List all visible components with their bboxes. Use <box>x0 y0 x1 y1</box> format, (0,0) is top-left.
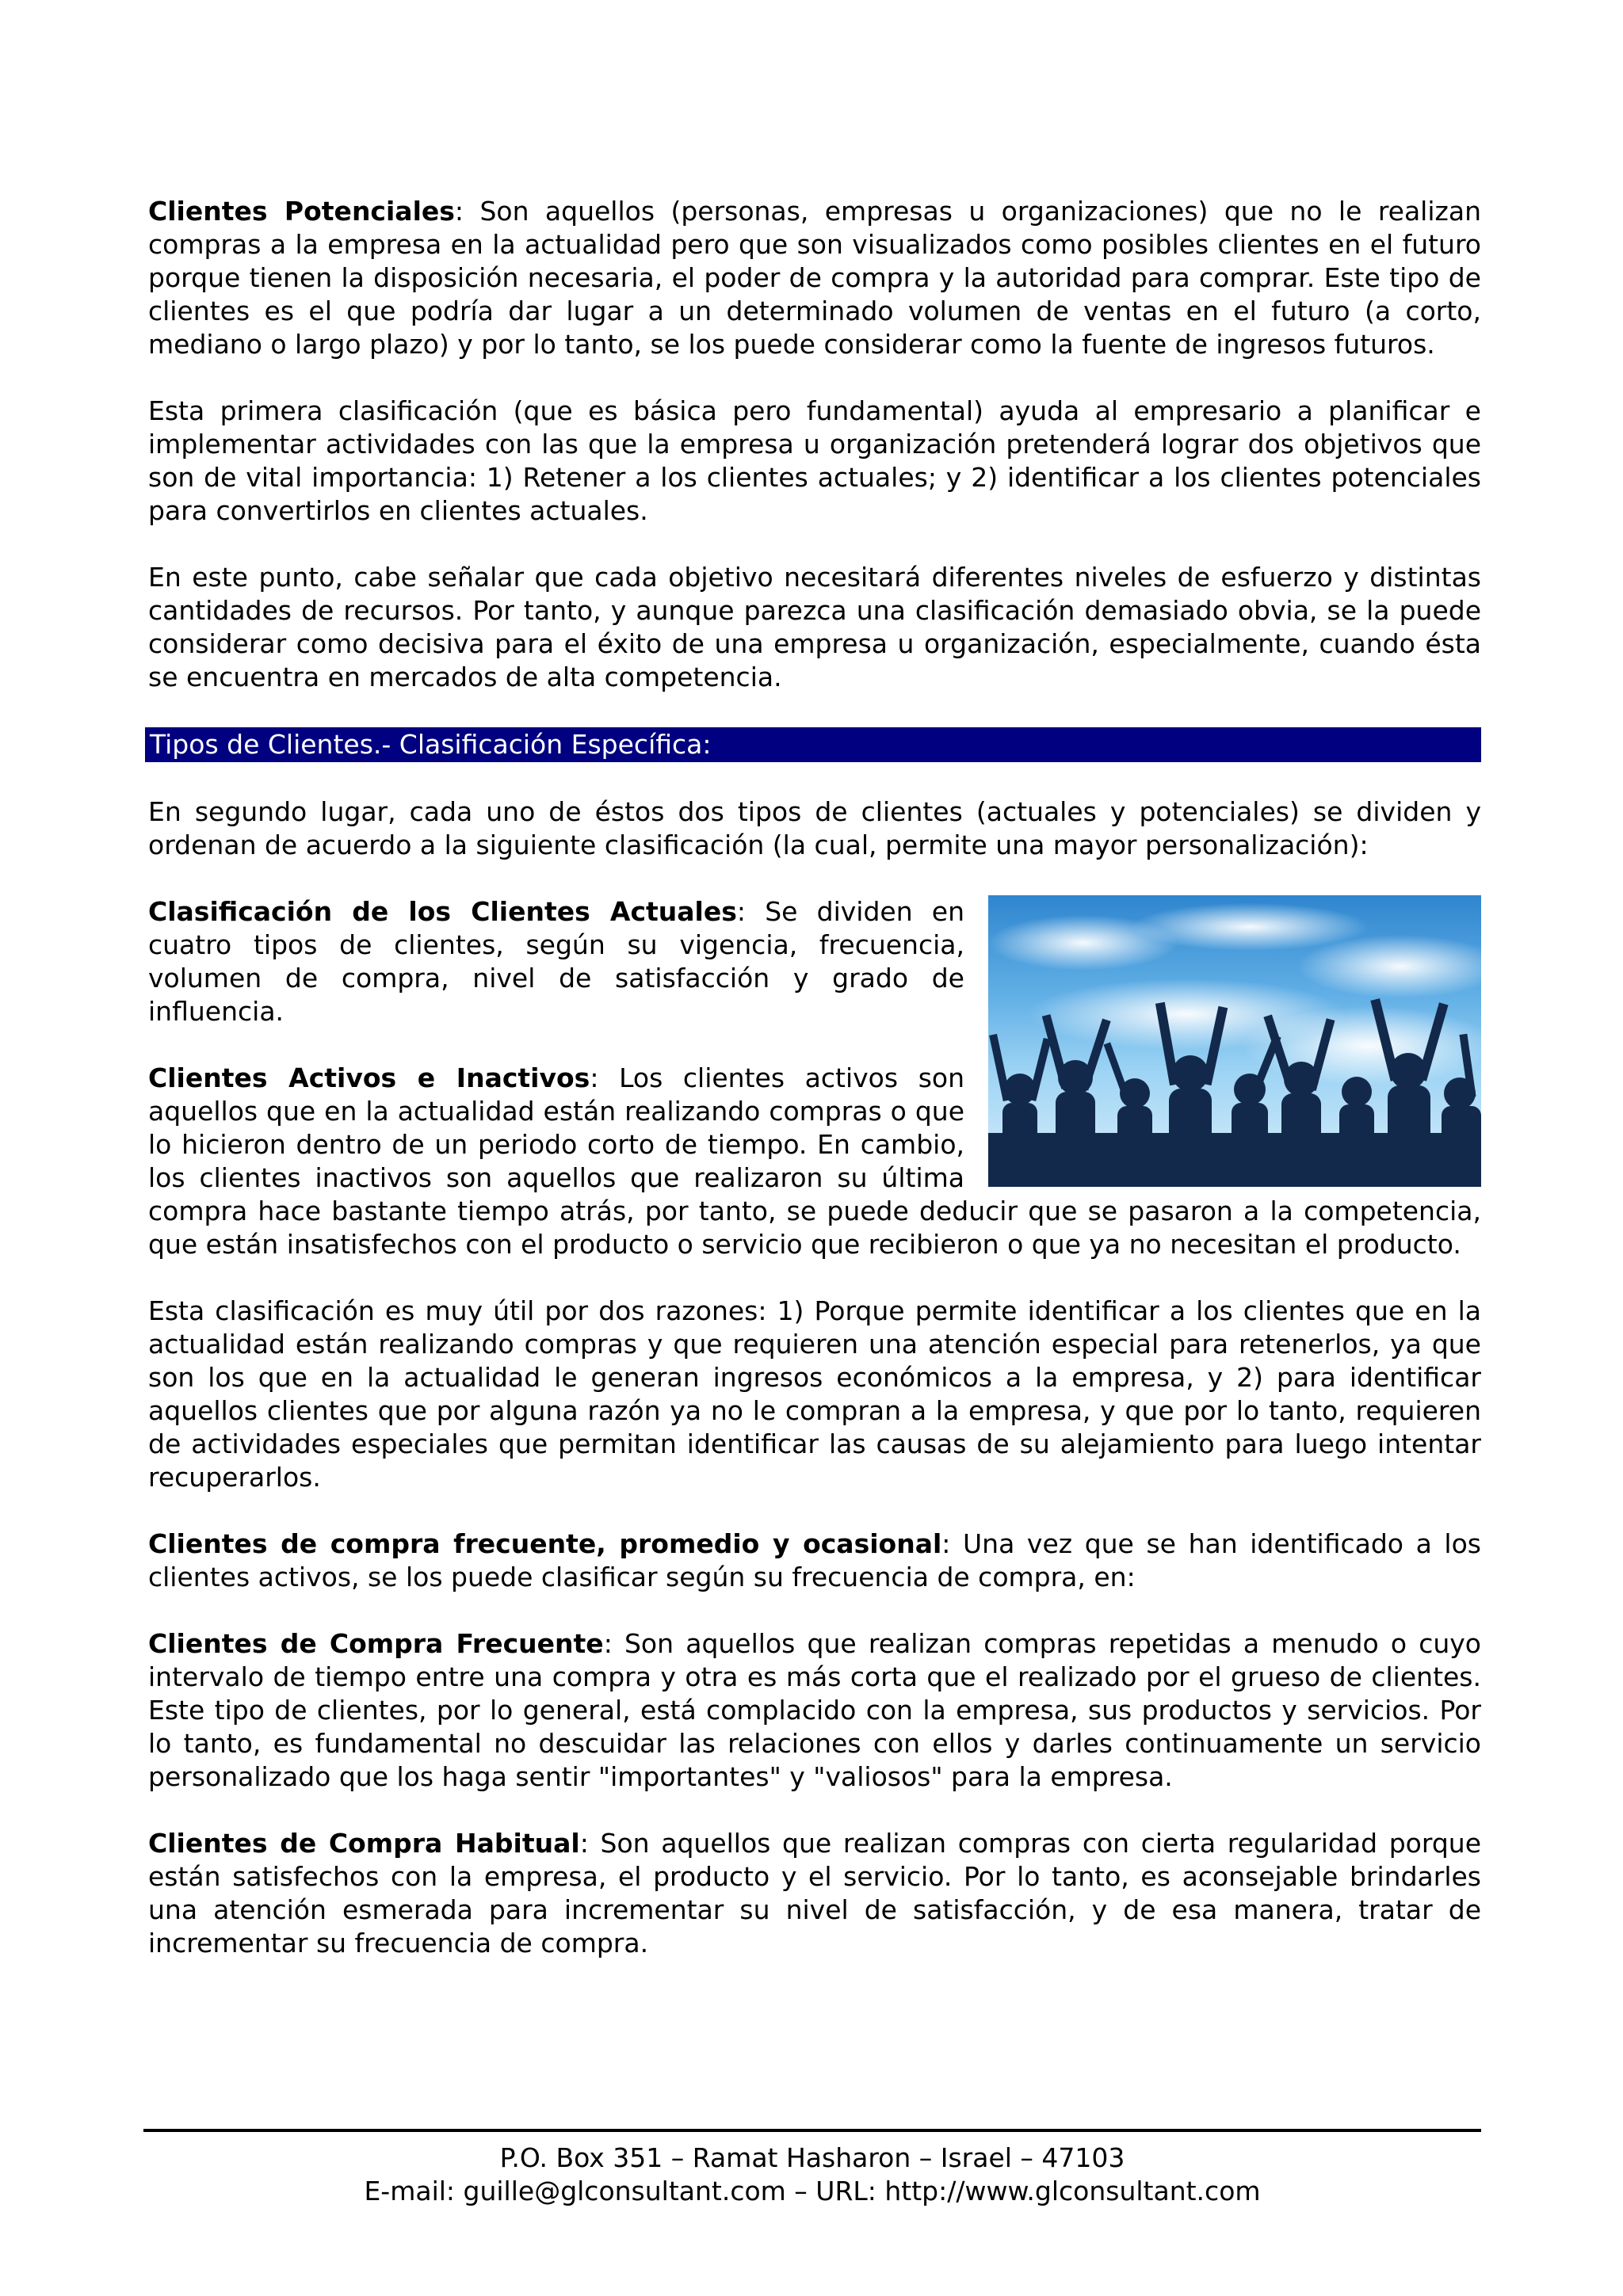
footer-contact: E-mail: guille@glconsultant.com – URL: http://www.glconsultant.com <box>364 2176 1261 2206</box>
term-compra-habitual: Clientes de Compra Habitual <box>148 1828 580 1859</box>
term-compra-frecuente: Clientes de Compra Frecuente <box>148 1628 604 1659</box>
text-clasificacion-clientes-actuales: : Se dividen en cuatro tipos de clientes, según su vigencia, frecuencia, volumen de compra, nivel de satisfacción y grado de influencia. <box>148 896 964 1027</box>
crowd-silhouette-icon <box>988 895 1481 1187</box>
term-clientes-potenciales: Clientes Potenciales <box>148 196 455 227</box>
page-footer <box>143 2129 1481 2208</box>
text-compra-habitual: : Son aquellos que realizan compras con cierta regularidad porque están satisfechos con la empresa, el producto y el servicio. Por lo tanto, es aconsejable brindarles una atención esmerada para incrementar su nivel de satisfacción, y de esa manera, tratar de incrementar su frecuencia de compra. <box>148 1828 1481 1958</box>
paragraph-esta-clasificacion-util: Esta clasificación es muy útil por dos razones: 1) Porque permite identificar a los clientes que en la actualidad están realizando compras y que requieren una atención especial para retenerlos, ya que son los que en la actualidad le generan ingresos económicos a la empresa, y 2) para identificar aquellos clientes que por alguna razón ya no le compran a la empresa, y que por lo tanto, requieren de actividades especiales que permitan identificar las causas de su alejamiento para luego intentar recuperarlos. <box>148 1295 1481 1493</box>
section-heading-tipos-de-clientes: Tipos de Clientes.- Clasificación Específica: <box>145 727 1481 762</box>
paragraph-primera-clasificacion: Esta primera clasificación (que es básica pero fundamental) ayuda al empresario a planificar e implementar actividades con las que la empresa u organización pretenderá lograr dos objetivos que son de vital importancia: 1) Retener a los clientes actuales; y 2) identificar a los clientes potenciales para convertirlos en clientes actuales. <box>148 395 1481 526</box>
paragraph-en-segundo-lugar: En segundo lugar, cada uno de éstos dos tipos de clientes (actuales y potenciales) se dividen y ordenan de acuerdo a la siguiente clasificación (la cual, permite una mayor personalización): <box>148 796 1481 860</box>
paragraph-en-este-punto: En este punto, cabe señalar que cada objetivo necesitará diferentes niveles de esfuerzo y distintas cantidades de recursos. Por tanto, y aunque parezca una clasificación demasiado obvia, se la puede considerar como decisiva para el éxito de una empresa u organización, especialmente, cuando ésta se encuentra en mercados de alta competencia. <box>148 562 1481 692</box>
text-compra-frecuente: : Son aquellos que realizan compras repetidas a menudo o cuyo intervalo de tiempo entre una compra y otra es más corta que el realizado por el grueso de clientes. Este tipo de clientes, por lo general, está complacido con la empresa, sus productos y servicios. Por lo tanto, es fundamental no descuidar las relaciones con ellos y darles continuamente un servicio personalizado que los haga sentir "importantes" y "valiosos" para la empresa. <box>148 1628 1481 1792</box>
footer-address: P.O. Box 351 – Ramat Hasharon – Israel – 47103 <box>499 2142 1125 2173</box>
paragraph-compra-habitual <box>148 1827 1481 1960</box>
crowd-cheering-sky-image <box>988 895 1481 1187</box>
page-body <box>148 195 1481 1993</box>
text-clientes-potenciales: : Son aquellos (personas, empresas u organizaciones) que no le realizan compras a la empresa en la actualidad pero que son visualizados como posibles clientes en el futuro porque tienen la disposición necesaria, el poder de compra y la autoridad para comprar. Este tipo de clientes es el que podría dar lugar a un determinado volumen de ventas en el futuro (a corto, mediano o largo plazo) y por lo tanto, se los puede considerar como la fuente de ingresos futuros. <box>148 196 1481 360</box>
term-clientes-activos-inactivos: Clientes Activos e Inactivos <box>148 1062 590 1093</box>
term-compra-frecuente-promedio-ocasional: Clientes de compra frecuente, promedio y ocasional <box>148 1528 942 1559</box>
paragraph-compra-frecuente <box>148 1627 1481 1794</box>
paragraph-compra-frecuente-promedio-ocasional <box>148 1527 1481 1594</box>
paragraph-clientes-potenciales <box>148 195 1481 361</box>
text-compra-frecuente-promedio-ocasional: : Una vez que se han identificado a los clientes activos, se los puede clasificar según su frecuencia de compra, en: <box>148 1528 1481 1592</box>
text-clientes-activos-inactivos: : Los clientes activos son aquellos que en la actualidad están realizando compras o que lo hicieron dentro de un periodo corto de tiempo. En cambio, los clientes inactivos son aquellos que realizaron su última compra hace bastante tiempo atrás, por tanto, se puede deducir que se pasaron a la competencia, que están insatisfechos con el producto o servicio que recibieron o que ya no necesitan el producto. <box>148 1062 1481 1260</box>
term-clasificacion-clientes-actuales: Clasificación de los Clientes Actuales <box>148 896 737 927</box>
